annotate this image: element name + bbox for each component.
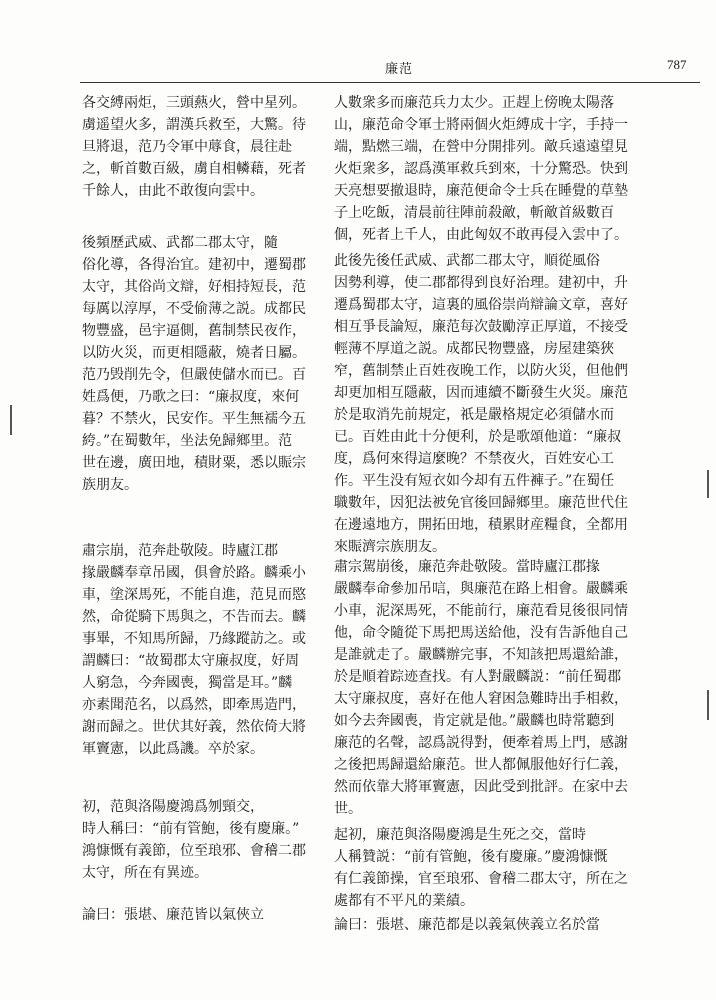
text-line: 是誰就走了。嚴麟辦完事，不知該把馬還給誰， [334,647,628,663]
text-line: 謂麟曰：“故蜀郡太守廉叔度，好周 [82,653,300,669]
header-rule [80,82,700,83]
text-line: 此後先後任武威、武都二郡太守，順從風俗 [334,253,600,269]
text-line: 職數年，因犯法被免官後回歸鄉里。廉范世代住 [334,495,628,511]
text-line: 却更加相互隱蔽，因而連續不斷發生火災。廉范 [334,385,628,401]
text-line: 之，斬首數百級，虜自相轔藉，死者 [82,161,306,177]
text-line: 度，爲何來得這麼晚？不禁夜火，百姓安心工 [334,451,614,467]
text-line: 於是順着踪迹查找。有人對嚴麟説：“前任蜀郡 [334,669,622,685]
text-line: 天亮想要撤退時，廉范便命令士兵在睡覺的草墊 [334,183,628,199]
classical-paragraph [82,904,307,926]
text-line: 人稱贊説：“前有管鮑，後有慶廉。”慶鴻慷慨 [334,849,608,865]
text-line: 於是取消先前規定，祇是嚴格規定必須儲水而 [334,407,614,423]
text-line: 鴻慷慨有義節，位至琅邪、會稽二郡 [82,843,306,859]
text-line: 輕薄不厚道之説。成都民物豐盛，房屋建築狹 [334,341,614,357]
text-line: 初，范與洛陽慶鴻爲刎頸交， [82,799,264,815]
text-line: 物豐盛，邑宇逼側，舊制禁民夜作， [82,323,306,339]
text-line: 廉范的名聲，認爲説得對，便牽着馬上門，感謝 [334,735,628,751]
text-line: 事畢，不知馬所歸，乃緣蹤訪之。或 [82,631,306,647]
text-line: 每厲以淳厚，不受偷薄之説。成都民 [82,301,306,317]
translation-paragraph [334,92,648,246]
text-line: 旦將退，范乃令軍中蓐食，晨往赴 [82,139,292,155]
text-line: 暮？不禁火，民安作。平生無襦今五 [82,411,306,427]
text-line: 太守，其俗尚文辯，好相持短長，范 [82,279,306,295]
text-line: 小車，泥深馬死，不能前行，廉范看見後很同情 [334,603,628,619]
text-line: 論曰：張堪、廉范都是以義氣俠義立名於當 [334,917,600,933]
running-header-title: 廉范 [385,62,414,77]
text-line: 嚴麟奉命參加吊唁，與廉范在路上相會。嚴麟乘 [334,581,628,597]
text-line: 以防火災，而更相隱蔽，燒者日屬。 [82,345,306,361]
classical-paragraph [82,796,307,884]
text-line: 個，死者上千人，由此匈奴不敢再侵入雲中了。 [334,227,628,243]
text-line: 端，點燃三端，在營中分開排列。敵兵遠遠望見 [334,139,628,155]
text-line: 論曰：張堪、廉范皆以氣俠立 [82,907,264,923]
binding-mark [10,405,12,435]
margin-mark [707,470,709,498]
text-line: 子上吃飯，清晨前往陣前殺敵，斬敵首級數百 [334,205,614,221]
text-line: 掾嚴麟奉章吊國，俱會於路。麟乘小 [82,565,306,581]
text-line: 之後把馬歸還給廉范。世人都佩服他好行仁義， [334,757,628,773]
text-line: 人窮急，今奔國喪，獨當是耳。”麟 [82,675,293,691]
text-line: 火炬衆多，認爲漢軍救兵到來，十分驚恐。快到 [334,161,628,177]
text-line: 謝而歸之。世伏其好義，然依倚大將 [82,719,306,735]
translation-paragraph [334,824,648,912]
text-line: 范乃毁削先令，但嚴使儲水而已。百 [82,367,306,383]
text-line: 在邊遠地方，開拓田地，積累財産糧食，全都用 [334,517,628,533]
text-line: 後頻歷武威、武都二郡太守，隨 [82,235,278,251]
classical-paragraph [82,92,307,202]
text-line: 處都有不平凡的業績。 [334,893,474,909]
text-line: 作。平生没有短衣如今却有五件褲子。”在蜀任 [334,473,615,489]
text-line: 各交縛兩炬，三頭爇火，營中星列。 [82,95,306,111]
text-line: 他，命令隨從下馬把馬送給他，没有告訴他自己 [334,625,628,641]
text-line: 相互爭長論短，廉范每次鼓勵淳正厚道，不接受 [334,319,628,335]
text-line: 窄，舊制禁止百姓夜晚工作，以防火災，但他們 [334,363,628,379]
classical-paragraph [82,540,307,760]
text-line: 族朋友。 [82,477,138,493]
text-line: 遷爲蜀郡太守，這裏的風俗崇尚辯論文章，喜好 [334,297,628,313]
text-line: 軍竇憲，以此爲譏。卒於家。 [82,741,264,757]
text-line: 肅宗崩，范奔赴敬陵。時廬江郡 [82,543,278,559]
text-line: 時人稱曰：“前有管鮑，後有慶廉。” [82,821,300,837]
text-line: 肅宗駕崩後，廉范奔赴敬陵。當時廬江郡掾 [334,559,600,575]
text-line: 世。 [334,801,362,817]
text-line: 山，廉范命令軍士將兩個火炬縛成十字，手持一 [334,117,628,133]
translation-paragraph [334,250,648,558]
text-line: 太守廉叔度，喜好在他人窘困急難時出手相救， [334,691,628,707]
text-line: 如今去奔國喪，肯定就是他。”嚴麟也時常聽到 [334,713,615,729]
text-line: 絝。”在蜀數年，坐法免歸鄉里。范 [82,433,293,449]
text-line: 起初，廉范與洛陽慶鴻是生死之交，當時 [334,827,586,843]
text-line: 俗化導，各得治宜。建初中，遷蜀郡 [82,257,306,273]
text-line: 世在邊，廣田地，積財粟，悉以賑宗 [82,455,306,471]
text-line: 然而依靠大將軍竇憲，因此受到批評。在家中去 [334,779,628,795]
text-line: 虜遥望火多，謂漢兵救至，大驚。待 [82,117,306,133]
text-line: 人數衆多而廉范兵力太少。正趕上傍晚太陽落 [334,95,614,111]
text-line: 千餘人，由此不敢復向雲中。 [82,183,264,199]
text-line: 車，塗深馬死，不能自進，范見而愍 [82,587,306,603]
text-line: 然，命從騎下馬與之，不告而去。麟 [82,609,306,625]
text-line: 因勢利導，使二郡都得到良好治理。建初中，升 [334,275,628,291]
text-line: 姓爲便，乃歌之曰：“廉叔度，來何 [82,389,300,405]
translation-paragraph [334,914,648,936]
text-line: 有仁義節操，官至琅邪、會稽二郡太守，所在之 [334,871,628,887]
margin-mark [707,690,709,720]
page-number: 787 [667,57,687,72]
text-line: 亦素聞范名，以爲然，即牽馬造門， [82,697,306,713]
classical-paragraph [82,232,307,496]
translation-paragraph [334,556,648,820]
text-line: 太守，所在有異迹。 [82,865,208,881]
text-line: 來賑濟宗族朋友。 [334,539,446,555]
text-line: 已。百姓由此十分便利，於是歌頌他道：“廉叔 [334,429,622,445]
